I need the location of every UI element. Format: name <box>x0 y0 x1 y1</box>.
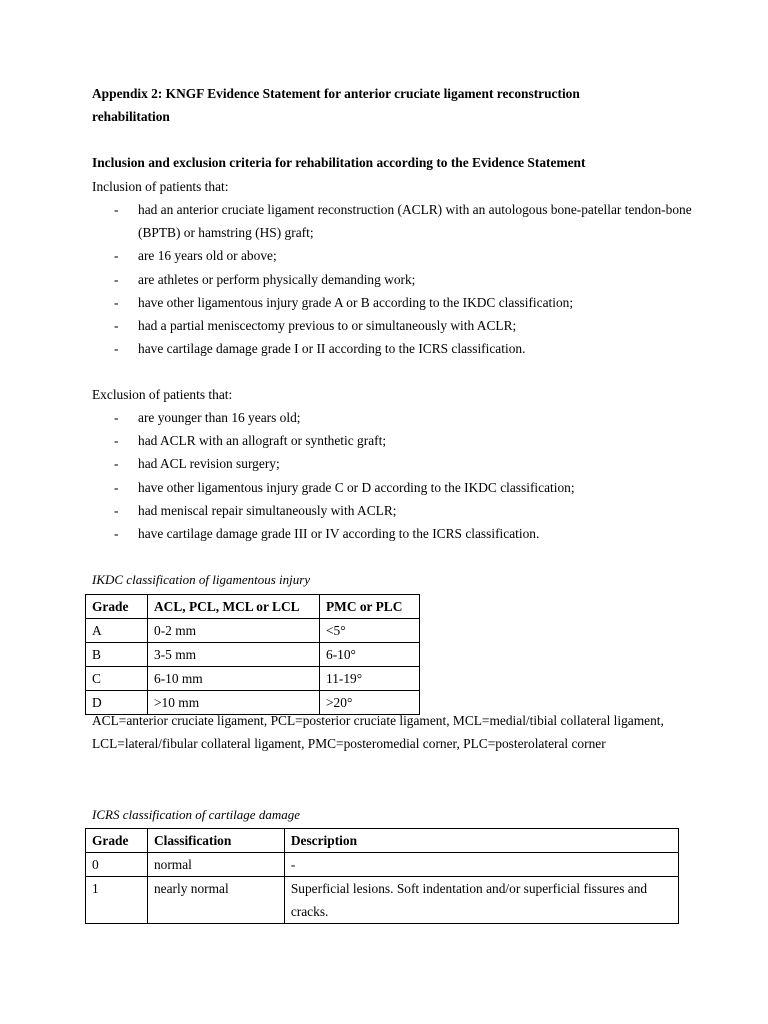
dash-bullet: - <box>114 202 119 217</box>
list-item <box>92 429 692 452</box>
table-cell: - <box>284 853 678 877</box>
dash-bullet: - <box>114 456 119 472</box>
list-item-text: had ACL revision surgery; <box>138 456 280 472</box>
table-cell: normal <box>147 853 284 877</box>
table-cell: <5° <box>320 619 420 643</box>
column-header: Description <box>284 829 678 853</box>
dash-bullet: - <box>114 294 119 310</box>
table-cell: 0-2 mm <box>148 619 320 643</box>
section-heading: Inclusion and exclusion criteria for rehabilitation according to the Evidence Statement <box>92 155 586 170</box>
dash-bullet: - <box>114 526 119 542</box>
list-item <box>92 452 692 475</box>
table-header-row <box>86 595 420 619</box>
list-item-text: had ACLR with an allograft or synthetic graft; <box>138 433 387 449</box>
list-item-text: are athletes or perform physically demanding work; <box>138 271 416 287</box>
title-line-1: Appendix 2: KNGF Evidence Statement for anterior cruciate ligament reconstruction <box>92 86 580 101</box>
exclusion-intro: Exclusion of patients that: <box>92 387 233 402</box>
dash-bullet: - <box>114 479 119 495</box>
list-item-text: have other ligamentous injury grade A or B according to the IKDC classification; <box>138 294 574 310</box>
table-cell: A <box>86 619 148 643</box>
ikdc-abbreviation-note: ACL=anterior cruciate ligament, PCL=posterior cruciate ligament, MCL=medial/tibial collateral ligament, LCL=lateral/fibular collateral ligament, PMC=posteromedial corner, PLC=posterolateral corner <box>92 713 664 752</box>
column-header: Grade <box>86 829 148 853</box>
column-header: PMC or PLC <box>320 595 420 619</box>
list-item <box>92 268 692 291</box>
list-item-text: have other ligamentous injury grade C or D according to the IKDC classification; <box>138 479 575 495</box>
list-item <box>92 476 692 499</box>
table-cell: nearly normal <box>147 877 284 924</box>
table-cell: B <box>86 643 148 667</box>
list-item <box>92 522 692 545</box>
inclusion-list <box>92 198 692 360</box>
list-item <box>92 499 692 522</box>
icrs-table-caption: ICRS classification of cartilage damage <box>92 807 300 822</box>
icrs-table <box>85 828 679 924</box>
list-item-text: are 16 years old or above; <box>138 248 277 264</box>
column-header: ACL, PCL, MCL or LCL <box>148 595 320 619</box>
column-header: Classification <box>147 829 284 853</box>
dash-bullet: - <box>114 410 119 425</box>
table-cell: C <box>86 667 148 691</box>
column-header: Grade <box>86 595 148 619</box>
list-item-text: have cartilage damage grade I or II according to the ICRS classification. <box>138 341 526 357</box>
dash-bullet: - <box>114 502 119 518</box>
table-cell: 6-10° <box>320 643 420 667</box>
table-cell: 11-19° <box>320 667 420 691</box>
list-item <box>92 291 692 314</box>
inclusion-intro: Inclusion of patients that: <box>92 179 229 194</box>
table-row <box>86 877 679 924</box>
table-cell: 0 <box>86 853 148 877</box>
table-cell: 6-10 mm <box>148 667 320 691</box>
list-item <box>92 198 692 244</box>
list-item <box>92 337 692 360</box>
table-cell: D <box>86 691 148 715</box>
exclusion-list <box>92 406 692 545</box>
table-cell: Superficial lesions. Soft indentation and/or superficial fissures and cracks. <box>284 877 678 924</box>
list-item-text: are younger than 16 years old; <box>138 410 301 425</box>
table-row <box>86 853 679 877</box>
dash-bullet: - <box>114 271 119 287</box>
list-item-text: had an anterior cruciate ligament reconstruction (ACLR) with an autologous bone-patellar tendon-bone (BPTB) or hamstring (HS) graft; <box>138 202 692 241</box>
table-row <box>86 667 420 691</box>
title-line-2: rehabilitation <box>92 109 170 125</box>
table-cell: 3-5 mm <box>148 643 320 667</box>
list-item-text: have cartilage damage grade III or IV according to the ICRS classification. <box>138 526 540 542</box>
dash-bullet: - <box>114 248 119 264</box>
ikdc-table-caption: IKDC classification of ligamentous injury <box>92 572 311 587</box>
dash-bullet: - <box>114 341 119 357</box>
list-item-text: had meniscal repair simultaneously with ACLR; <box>138 502 397 518</box>
table-row <box>86 643 420 667</box>
table-cell: 1 <box>86 877 148 924</box>
dash-bullet: - <box>114 433 119 449</box>
list-item-text: had a partial meniscectomy previous to or simultaneously with ACLR; <box>138 318 517 334</box>
list-item <box>92 244 692 267</box>
dash-bullet: - <box>114 318 119 334</box>
document-title <box>92 82 692 128</box>
table-cell: >20° <box>320 691 420 715</box>
list-item <box>92 406 692 429</box>
table-header-row <box>86 829 679 853</box>
list-item <box>92 314 692 337</box>
table-row <box>86 619 420 643</box>
table-cell: >10 mm <box>148 691 320 715</box>
ikdc-table <box>85 594 420 715</box>
